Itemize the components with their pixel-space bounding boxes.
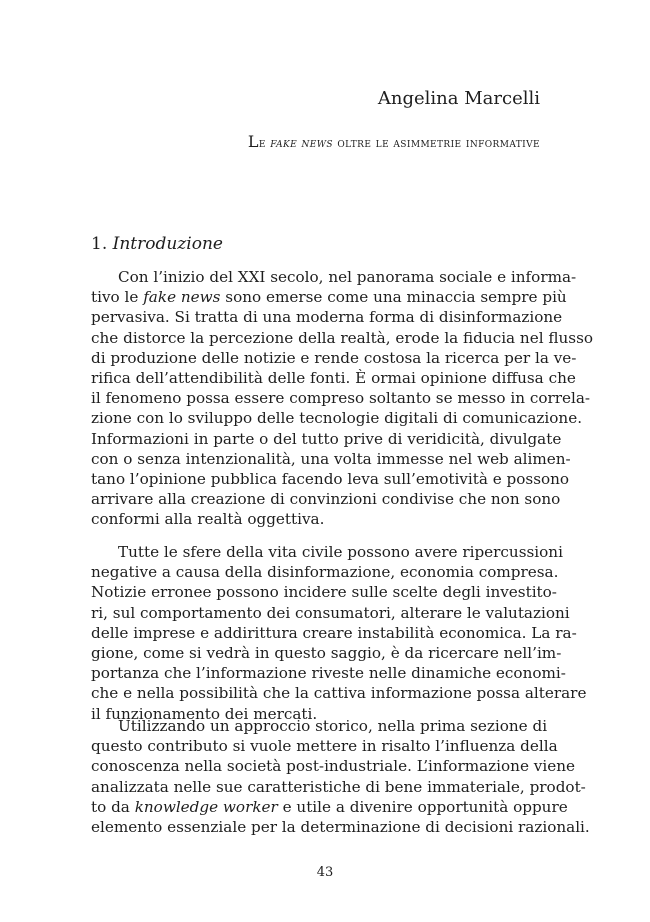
text-line: Notizie erronee possono incidere sulle scelte degli investito- [91, 583, 557, 602]
text-line: ri, sul comportamento dei consumatori, alterare le valutazioni [91, 603, 570, 622]
text-line: delle imprese e addirittura creare instabilità economica. La ra- [91, 623, 577, 642]
title-initial: L [247, 132, 259, 151]
text-line: analizzata nelle sue caratteristiche di bene immateriale, prodot- [91, 777, 586, 796]
title-italic-term: fake news [270, 135, 333, 150]
text-line: Informazioni in parte o del tutto prive di veridicità, divulgate [91, 429, 562, 448]
text-line: Tutte le sfere della vita civile possono avere ripercussioni [118, 543, 563, 561]
text-line: Con l’inizio del XXI secolo, nel panorama sociale e informa- [118, 268, 577, 286]
text-line: pervasiva. Si tratta di una moderna forma di disinformazione [91, 308, 563, 327]
text-line: di produzione delle notizie e rende costosa la ricerca per la ve- [91, 348, 577, 367]
text-line: portanza che l’informazione riveste nelle dinamiche economi- [91, 664, 566, 683]
text-line: che e nella possibilità che la cattiva informazione possa alterare [91, 684, 587, 703]
text-line: rifica dell’attendibilità delle fonti. È ormai opinione diffusa che [91, 368, 576, 387]
section-number: 1. [91, 234, 108, 254]
paragraph-1 [91, 267, 594, 529]
text-line: il fenomeno possa essere compreso soltanto se messo in correla- [91, 389, 591, 408]
text-line: conformi alla realtà oggettiva. [91, 510, 325, 529]
section-title: Introduzione [112, 234, 223, 254]
text-line: tano l’opinione pubblica facendo leva sull’emotività e possono [91, 469, 570, 488]
text-line: elemento essenziale per la determinazione di decisioni razionali. [91, 817, 590, 836]
text-line: che distorce la percezione della realtà, erode la fiducia nel flusso [91, 328, 594, 347]
text-line: gione, come si vedrà in questo saggio, è da ricercare nell’im- [91, 643, 562, 662]
title-rest: oltre le asimmetrie informative [337, 135, 540, 150]
text-line: con o senza intenzionalità, una volta immesse nel web alimen- [91, 449, 571, 468]
text-line: conoscenza nella società post-industriale. L’informazione viene [91, 757, 575, 776]
text-line: Utilizzando un approccio storico, nella prima sezione di [118, 717, 548, 735]
paragraph-2 [91, 542, 587, 724]
page-number: 43 [316, 865, 334, 880]
text-line: zione con lo sviluppo delle tecnologie digitali di comunicazione. [91, 409, 583, 428]
text-line: questo contributo si vuole mettere in risalto l’influenza della [91, 737, 558, 756]
author-name: Angelina Marcelli [377, 88, 540, 109]
text-line: tivo le fake news sono emerse come una minaccia sempre più [91, 288, 567, 307]
text-line: il funzionamento dei mercati. [91, 704, 318, 723]
chapter-title [248, 132, 540, 151]
text-line: negative a causa della disinformazione, economia compresa. [91, 563, 559, 582]
title-article-rest: e [258, 135, 266, 150]
text-line: to da knowledge worker e utile a divenire opportunità oppure [91, 797, 568, 816]
text-line: arrivare alla creazione di convinzioni condivise che non sono [91, 490, 561, 509]
paragraph-3 [91, 716, 590, 837]
section-heading [91, 234, 223, 254]
